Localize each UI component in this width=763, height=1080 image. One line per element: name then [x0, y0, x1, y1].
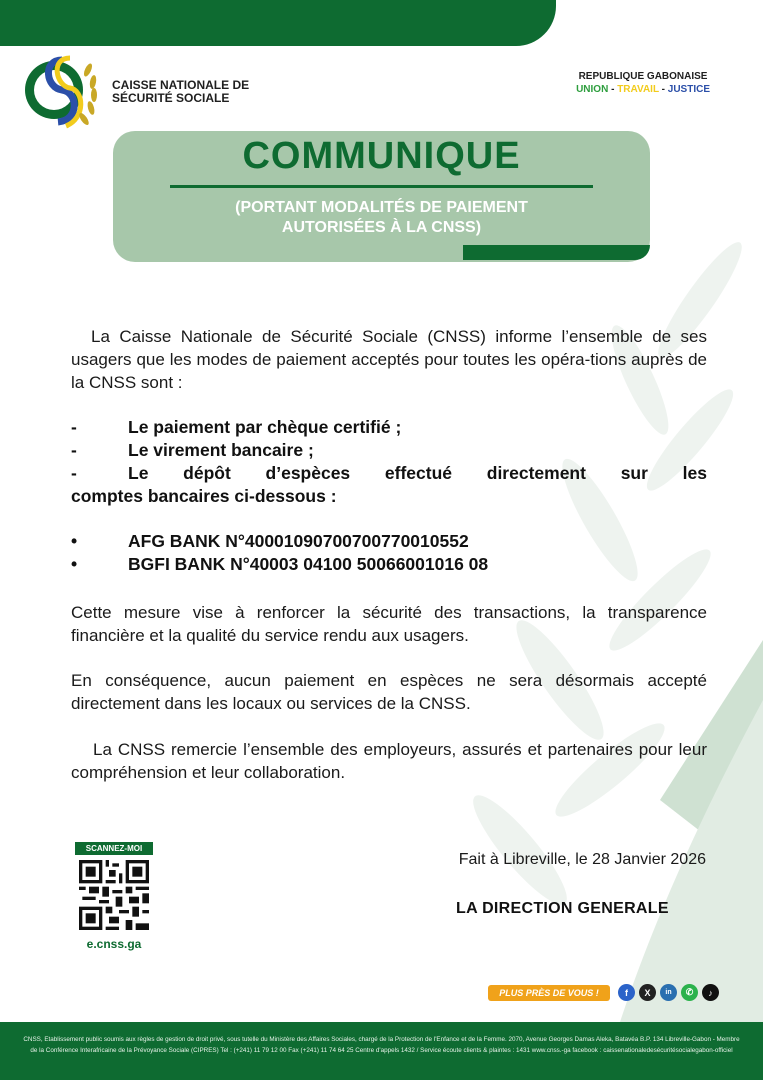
payment-method-text: Le paiement par chèque certifié ;	[128, 417, 402, 437]
cnss-logo	[22, 48, 106, 132]
org-name-line1: CAISSE NATIONALE DE	[112, 78, 250, 92]
title-underline	[170, 185, 593, 188]
intro-paragraph: La Caisse Nationale de Sécurité Sociale (CNSS) informe l’ensemble de ses usagers que les modes de paiement acceptés pour toutes les opéra-tions auprès de la CNSS sont :	[71, 327, 707, 392]
banner-accent-bar	[463, 245, 650, 260]
motto-justice: JUSTICE	[667, 84, 710, 95]
republic-name: REPUBLIQUE GABONAISE	[578, 71, 708, 82]
x-icon[interactable]: X	[639, 984, 656, 1001]
bank-account-bgfi: BGFI BANK N°40003 04100 50066001016 08	[128, 554, 489, 574]
page-subtitle	[163, 198, 600, 238]
payment-methods-list	[71, 416, 707, 508]
list-bullet: •	[71, 531, 78, 551]
tagline-badge: PLUS PRÈS DE VOUS !	[488, 985, 610, 1001]
list-dash: -	[71, 463, 77, 483]
subtitle-line1: (PORTANT MODALITÉS DE PAIEMENT	[235, 199, 528, 216]
social-icons	[618, 984, 719, 1001]
list-item	[71, 553, 707, 576]
qr-code-icon[interactable]	[79, 860, 149, 930]
whatsapp-icon[interactable]: ✆	[681, 984, 698, 1001]
place-and-date: Fait à Libreville, le 28 Janvier 2026	[458, 851, 706, 868]
list-dash: -	[71, 440, 77, 460]
measure-paragraph: Cette mesure vise à renforcer la sécurité des transactions, la transparence financière et la qualité du service rendu aux usagers.	[71, 603, 707, 645]
list-bullet: •	[71, 554, 78, 574]
org-name-line2: SÉCURITÉ SOCIALE	[112, 91, 230, 105]
list-item	[71, 462, 707, 485]
bank-account-afg: AFG BANK N°40001090700700770010552	[128, 531, 469, 551]
facebook-icon[interactable]: f	[618, 984, 635, 1001]
website-link[interactable]: e.cnss.ga	[86, 937, 142, 951]
list-item	[71, 439, 707, 462]
tiktok-icon[interactable]: ♪	[702, 984, 719, 1001]
qr-block	[75, 842, 153, 951]
republic-motto	[576, 83, 710, 96]
list-item	[71, 416, 707, 439]
motto-union: UNION	[576, 84, 609, 95]
payment-method-continuation: comptes bancaires ci-dessous :	[71, 486, 337, 506]
consequence-paragraph: En conséquence, aucun paiement en espèces ne sera désormais accepté directement dans les locaux ou services de la CNSS.	[71, 671, 707, 713]
payment-method-text: Le virement bancaire ;	[128, 440, 314, 460]
qr-label: SCANNEZ-MOI	[75, 842, 153, 855]
footer-legal-text: CNSS, Etablissement public soumis aux règles de gestion de droit privé, sous tutelle du Ministère des Affaires Sociales, chargé de la Protection de l'Enfance et de la Femme. 2070, Avenue Georges Damas Aleka, Batavéa B.P. 134 Libreville-Gabon - Membre de la Conférence Interafricaine de la Prévoyance Sociale (CIPRES) Tel : (+241) 11 79 12 00 Fax (+241) 11 74 64 25 Centre d'appels 1432 / Service écoute clients & plaintes : 1431 www.cnss.-ga facebook : caissenationaledesécuritésocialegabon-officiel	[23, 1036, 740, 1054]
signature: LA DIRECTION GENERALE	[456, 900, 669, 917]
motto-separator: -	[658, 84, 668, 95]
list-item	[71, 530, 707, 553]
linkedin-icon[interactable]: in	[660, 984, 677, 1001]
page-title: COMMUNIQUE	[242, 135, 521, 177]
motto-separator: -	[608, 84, 618, 95]
subtitle-line2: AUTORISÉES À LA CNSS)	[281, 219, 482, 236]
organization-name	[112, 79, 249, 105]
republic-heading	[576, 70, 710, 96]
thanks-paragraph: La CNSS remercie l’ensemble des employeurs, assurés et partenaires pour leur compréhension et leur collaboration.	[71, 740, 707, 782]
bank-accounts-list	[71, 530, 707, 576]
motto-travail: TRAVAIL	[617, 84, 659, 95]
payment-method-text: Le dépôt d’espèces effectué directement sur les	[128, 463, 707, 483]
list-dash: -	[71, 417, 77, 437]
